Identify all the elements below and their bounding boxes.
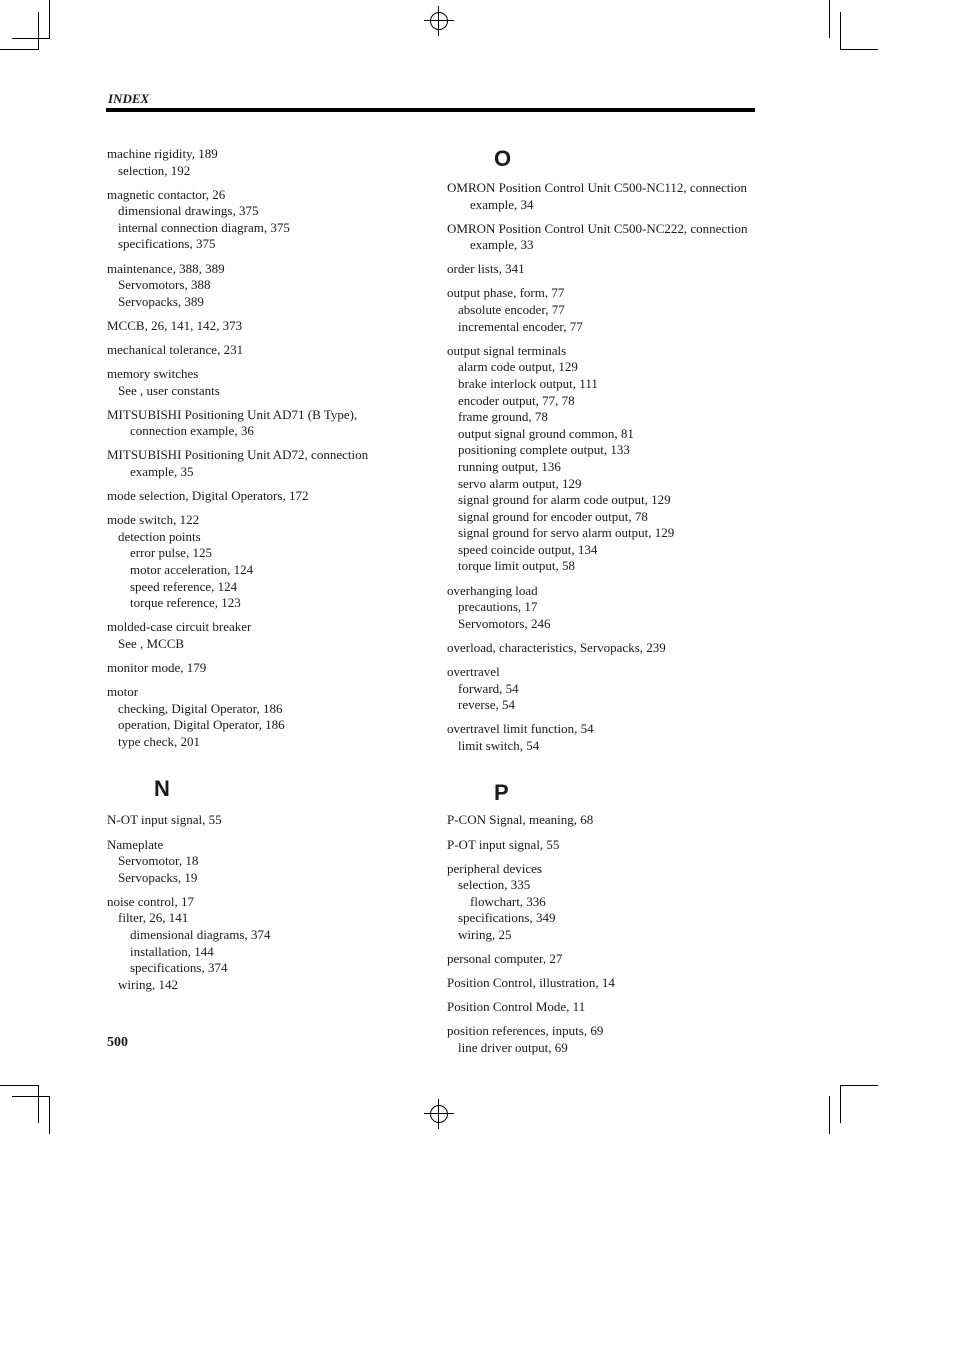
index-subterm: signal ground for servo alarm output, 129 <box>458 525 675 541</box>
index-subterm: wiring, 142 <box>118 976 178 992</box>
index-subsubterm: motor acceleration, 124 <box>130 561 254 577</box>
crop-mark <box>12 38 50 39</box>
index-subterm: encoder output, 77, 78 <box>458 392 575 408</box>
index-term: overtravel <box>447 663 500 679</box>
index-subterm: operation, Digital Operator, 186 <box>118 717 285 733</box>
crop-mark <box>49 0 50 38</box>
index-subterm: forward, 54 <box>458 680 519 696</box>
index-term: peripheral devices <box>447 860 542 876</box>
registration-mark-icon <box>424 6 454 36</box>
index-entry <box>447 837 765 854</box>
index-entry <box>107 619 417 652</box>
index-term: personal computer, 27 <box>447 951 563 967</box>
index-entry <box>447 975 765 992</box>
index-subterm: selection, 192 <box>118 162 191 178</box>
crop-mark <box>12 1096 50 1097</box>
header-rule <box>106 108 755 112</box>
index-entry <box>447 343 765 575</box>
index-term: Nameplate <box>107 836 164 852</box>
index-subterm: checking, Digital Operator, 186 <box>118 700 283 716</box>
index-subsubterm: installation, 144 <box>130 943 214 959</box>
running-header: INDEX <box>108 91 150 106</box>
index-entry <box>107 660 417 677</box>
crop-mark <box>829 0 830 38</box>
index-subterm: specifications, 375 <box>118 236 216 252</box>
index-term: machine rigidity, 189 <box>107 146 218 161</box>
index-subsubterm: specifications, 374 <box>130 960 228 976</box>
index-entry <box>447 221 765 254</box>
index-entry <box>107 812 417 829</box>
index-entry <box>447 664 765 714</box>
crop-mark <box>0 1085 38 1086</box>
registration-mark-icon <box>424 1099 454 1129</box>
crop-mark <box>49 1096 50 1134</box>
index-term: motor <box>107 684 139 700</box>
index-subsubterm: dimensional diagrams, 374 <box>130 926 271 942</box>
index-column-right <box>447 146 765 1064</box>
index-term: molded-case circuit breaker <box>107 619 252 635</box>
index-subterm: See , MCCB <box>118 635 185 651</box>
index-term: monitor mode, 179 <box>107 659 207 675</box>
index-term: MITSUBISHI Positioning Unit AD71 (B Type), connection example, 36 <box>107 406 358 439</box>
index-entry <box>107 366 417 399</box>
index-term: overtravel limit function, 54 <box>447 721 594 737</box>
index-entry <box>447 583 765 633</box>
index-entry <box>447 180 765 213</box>
index-entry <box>107 447 417 480</box>
index-term: memory switches <box>107 366 199 382</box>
index-term: mode selection, Digital Operators, 172 <box>107 488 309 504</box>
index-term: mechanical tolerance, 231 <box>107 341 244 357</box>
index-group <box>107 812 417 993</box>
index-subterm: running output, 136 <box>458 458 561 474</box>
index-term: OMRON Position Control Unit C500-NC112, connection example, 34 <box>447 180 747 212</box>
index-group <box>107 146 417 750</box>
index-subterm: See , user constants <box>118 382 220 398</box>
index-entry <box>107 146 417 179</box>
index-entry <box>107 261 417 311</box>
crop-mark <box>0 49 38 50</box>
index-entry <box>107 187 417 253</box>
index-subterm: output signal ground common, 81 <box>458 425 634 441</box>
index-subsubterm: error pulse, 125 <box>130 545 212 561</box>
index-entry <box>447 285 765 335</box>
index-term: output signal terminals <box>447 342 567 358</box>
index-subterm: signal ground for encoder output, 78 <box>458 508 648 524</box>
index-subterm: precautions, 17 <box>458 599 538 615</box>
index-term: P-OT input signal, 55 <box>447 836 560 852</box>
index-subterm: filter, 26, 141 <box>118 910 189 926</box>
index-entry <box>107 684 417 750</box>
index-subterm: Servopacks, 19 <box>118 869 198 885</box>
index-subterm: detection points <box>118 528 201 544</box>
index-subterm: servo alarm output, 129 <box>458 475 582 491</box>
index-entry <box>447 721 765 754</box>
index-subsubterm: flowchart, 336 <box>470 893 546 909</box>
crop-mark <box>829 1096 830 1134</box>
index-entry <box>107 342 417 359</box>
index-subterm: brake interlock output, 111 <box>458 375 598 391</box>
index-term: MCCB, 26, 141, 142, 373 <box>107 317 243 333</box>
index-term: maintenance, 388, 389 <box>107 260 225 276</box>
index-entry <box>107 407 417 440</box>
index-term: Position Control, illustration, 14 <box>447 975 615 991</box>
index-subterm: Servopacks, 389 <box>118 293 204 309</box>
index-term: overhanging load <box>447 582 538 598</box>
index-subterm: wiring, 25 <box>458 926 512 942</box>
index-term: mode switch, 122 <box>107 512 200 528</box>
index-subterm: Servomotors, 246 <box>458 615 551 631</box>
index-entry <box>107 837 417 887</box>
index-subsubterm: speed reference, 124 <box>130 578 238 594</box>
index-entry <box>107 488 417 505</box>
index-subterm: incremental encoder, 77 <box>458 318 583 334</box>
index-subterm: signal ground for alarm code output, 129 <box>458 492 671 508</box>
index-term: overload, characteristics, Servopacks, 239 <box>447 639 666 655</box>
index-term: P-CON Signal, meaning, 68 <box>447 812 594 828</box>
section-letter: O <box>494 146 512 171</box>
index-subterm: speed coincide output, 134 <box>458 541 598 557</box>
index-subterm: alarm code output, 129 <box>458 359 578 375</box>
index-term: output phase, form, 77 <box>447 285 565 301</box>
index-term: OMRON Position Control Unit C500-NC222, connection example, 33 <box>447 220 748 253</box>
index-column-left <box>107 146 417 1001</box>
index-group <box>447 812 765 1056</box>
index-subterm: positioning complete output, 133 <box>458 442 630 458</box>
index-group <box>447 180 765 754</box>
index-entry <box>107 318 417 335</box>
index-entry <box>447 640 765 657</box>
index-term: N-OT input signal, 55 <box>107 812 222 828</box>
index-entry <box>447 1023 765 1056</box>
index-entry <box>447 812 765 829</box>
index-subterm: type check, 201 <box>118 733 200 749</box>
crop-mark <box>840 12 841 50</box>
index-subterm: Servomotor, 18 <box>118 853 199 869</box>
index-subterm: selection, 335 <box>458 877 531 893</box>
index-entry <box>447 261 765 278</box>
index-subterm: internal connection diagram, 375 <box>118 219 290 235</box>
index-term: magnetic contactor, 26 <box>107 186 226 202</box>
index-subsubterm: torque reference, 123 <box>130 595 241 611</box>
section-letter: P <box>494 780 509 806</box>
index-entry <box>447 861 765 944</box>
index-term: noise control, 17 <box>107 893 195 909</box>
index-term: position references, inputs, 69 <box>447 1023 604 1039</box>
index-subterm: line driver output, 69 <box>458 1039 568 1055</box>
crop-mark <box>38 1085 39 1123</box>
index-entry <box>447 999 765 1016</box>
index-entry <box>107 512 417 612</box>
index-entry <box>107 894 417 994</box>
page-number: 500 <box>107 1035 128 1050</box>
index-subterm: specifications, 349 <box>458 910 556 926</box>
index-subterm: limit switch, 54 <box>458 737 540 753</box>
index-term: order lists, 341 <box>447 261 525 277</box>
crop-mark <box>840 1085 841 1123</box>
index-subterm: frame ground, 78 <box>458 409 548 425</box>
section-letter: N <box>154 776 170 802</box>
crop-mark <box>840 49 878 50</box>
index-entry <box>447 951 765 968</box>
index-subterm: torque limit output, 58 <box>458 558 575 574</box>
crop-mark <box>38 12 39 50</box>
index-term: MITSUBISHI Positioning Unit AD72, connection example, 35 <box>107 447 369 479</box>
index-subterm: absolute encoder, 77 <box>458 302 565 318</box>
index-term: Position Control Mode, 11 <box>447 999 586 1015</box>
index-subterm: reverse, 54 <box>458 697 516 713</box>
index-subterm: Servomotors, 388 <box>118 277 211 293</box>
crop-mark <box>840 1085 878 1086</box>
index-subterm: dimensional drawings, 375 <box>118 203 259 219</box>
